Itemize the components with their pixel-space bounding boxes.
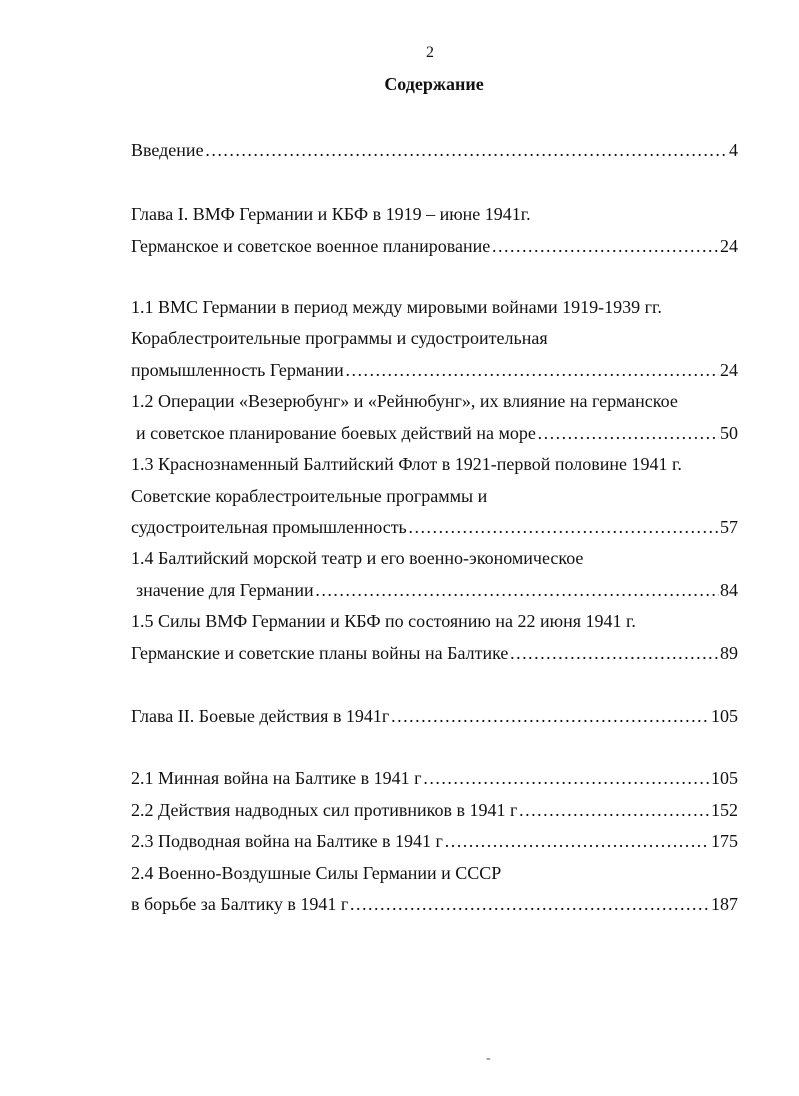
toc-entry-intro[interactable] [131, 139, 738, 161]
toc-entry-text: в борьбе за Балтику в 1941 г [131, 894, 349, 914]
leader-dots [390, 705, 710, 727]
toc-section-1-2-line1: 1.2 Операции «Везерюбунг» и «Рейнюбунг», их влияние на германское [131, 391, 678, 411]
leader-dots [509, 642, 719, 664]
toc-entry-section-1-1[interactable] [131, 359, 738, 381]
toc-page-number: 24 [720, 236, 738, 256]
toc-section-1-5-line1: 1.5 Силы ВМФ Германии и КБФ по состоянию на 22 июня 1941 г. [131, 611, 636, 631]
toc-entry-text: Введение [131, 140, 204, 160]
toc-page-number: 187 [711, 894, 738, 914]
toc-page-number: 84 [720, 580, 738, 600]
toc-entry-text: судостроительная промышленность [131, 517, 407, 537]
toc-section-1-1-line2: Кораблестроительные программы и судостроительная [131, 328, 548, 348]
toc-section-1-1-line1: 1.1 ВМС Германии в период между мировыми войнами 1919-1939 гг. [131, 297, 662, 317]
toc-page-number: 4 [729, 140, 738, 160]
page-number: 2 [426, 44, 434, 61]
toc-section-1-3-line1: 1.3 Краснознаменный Балтийский Флот в 1921-первой половине 1941 г. [131, 454, 682, 474]
toc-page-number: 89 [720, 643, 738, 663]
toc-entry-section-1-3[interactable] [131, 516, 738, 538]
leader-dots [205, 139, 728, 161]
toc-entry-section-2-1[interactable] [131, 767, 738, 789]
toc-page-number: 105 [711, 768, 738, 788]
toc-entry-section-1-5[interactable] [131, 642, 738, 664]
toc-page-number: 105 [711, 706, 738, 726]
toc-entry-text: Глава II. Боевые действия в 1941г [131, 706, 390, 726]
page-title: Содержание [384, 74, 484, 94]
toc-entry-section-1-2[interactable] [136, 422, 738, 444]
toc-entry-section-2-4[interactable] [131, 893, 738, 915]
toc-chapter1-heading: Глава I. ВМФ Германии и КБФ в 1919 – июне 1941г. [131, 204, 531, 224]
leader-dots [518, 799, 710, 821]
toc-page-number: 57 [720, 517, 738, 537]
toc-section-2-4-line1: 2.4 Военно-Воздушные Силы Германии и СССР [131, 863, 502, 883]
toc-entry-section-1-4[interactable] [136, 579, 738, 601]
leader-dots [444, 830, 710, 852]
toc-entry-text: Германское и советское военное планирование [131, 236, 491, 256]
toc-page-number: 24 [720, 360, 738, 380]
toc-entry-chapter2[interactable] [131, 705, 738, 727]
leader-dots [315, 579, 719, 601]
toc-entry-section-2-2[interactable] [131, 799, 738, 821]
toc-entry-text: промышленность Германии [131, 360, 344, 380]
toc-entry-section-2-3[interactable] [131, 830, 738, 852]
toc-page-number: 175 [711, 831, 738, 851]
leader-dots [491, 235, 719, 257]
toc-entry-text: 2.1 Минная война на Балтике в 1941 г [131, 768, 422, 788]
leader-dots [408, 516, 719, 538]
toc-section-1-3-line2: Советские кораблестроительные программы и [131, 486, 488, 506]
toc-entry-chapter1[interactable] [131, 235, 738, 257]
footer-mark: - [486, 1051, 491, 1066]
leader-dots [423, 767, 710, 789]
leader-dots [349, 893, 710, 915]
toc-page-number: 152 [711, 800, 738, 820]
toc-page-number: 50 [720, 423, 738, 443]
leader-dots [537, 422, 719, 444]
toc-entry-text: 2.3 Подводная война на Балтике в 1941 г [131, 831, 443, 851]
toc-entry-text: 2.2 Действия надводных сил противников в 1941 г [131, 800, 518, 820]
toc-entry-text: значение для Германии [136, 580, 314, 600]
toc-section-1-4-line1: 1.4 Балтийский морской театр и его военно-экономическое [131, 548, 584, 568]
toc-entry-text: Германские и советские планы войны на Балтике [131, 643, 509, 663]
toc-entry-text: и советское планирование боевых действий на море [136, 423, 536, 443]
leader-dots [345, 359, 719, 381]
